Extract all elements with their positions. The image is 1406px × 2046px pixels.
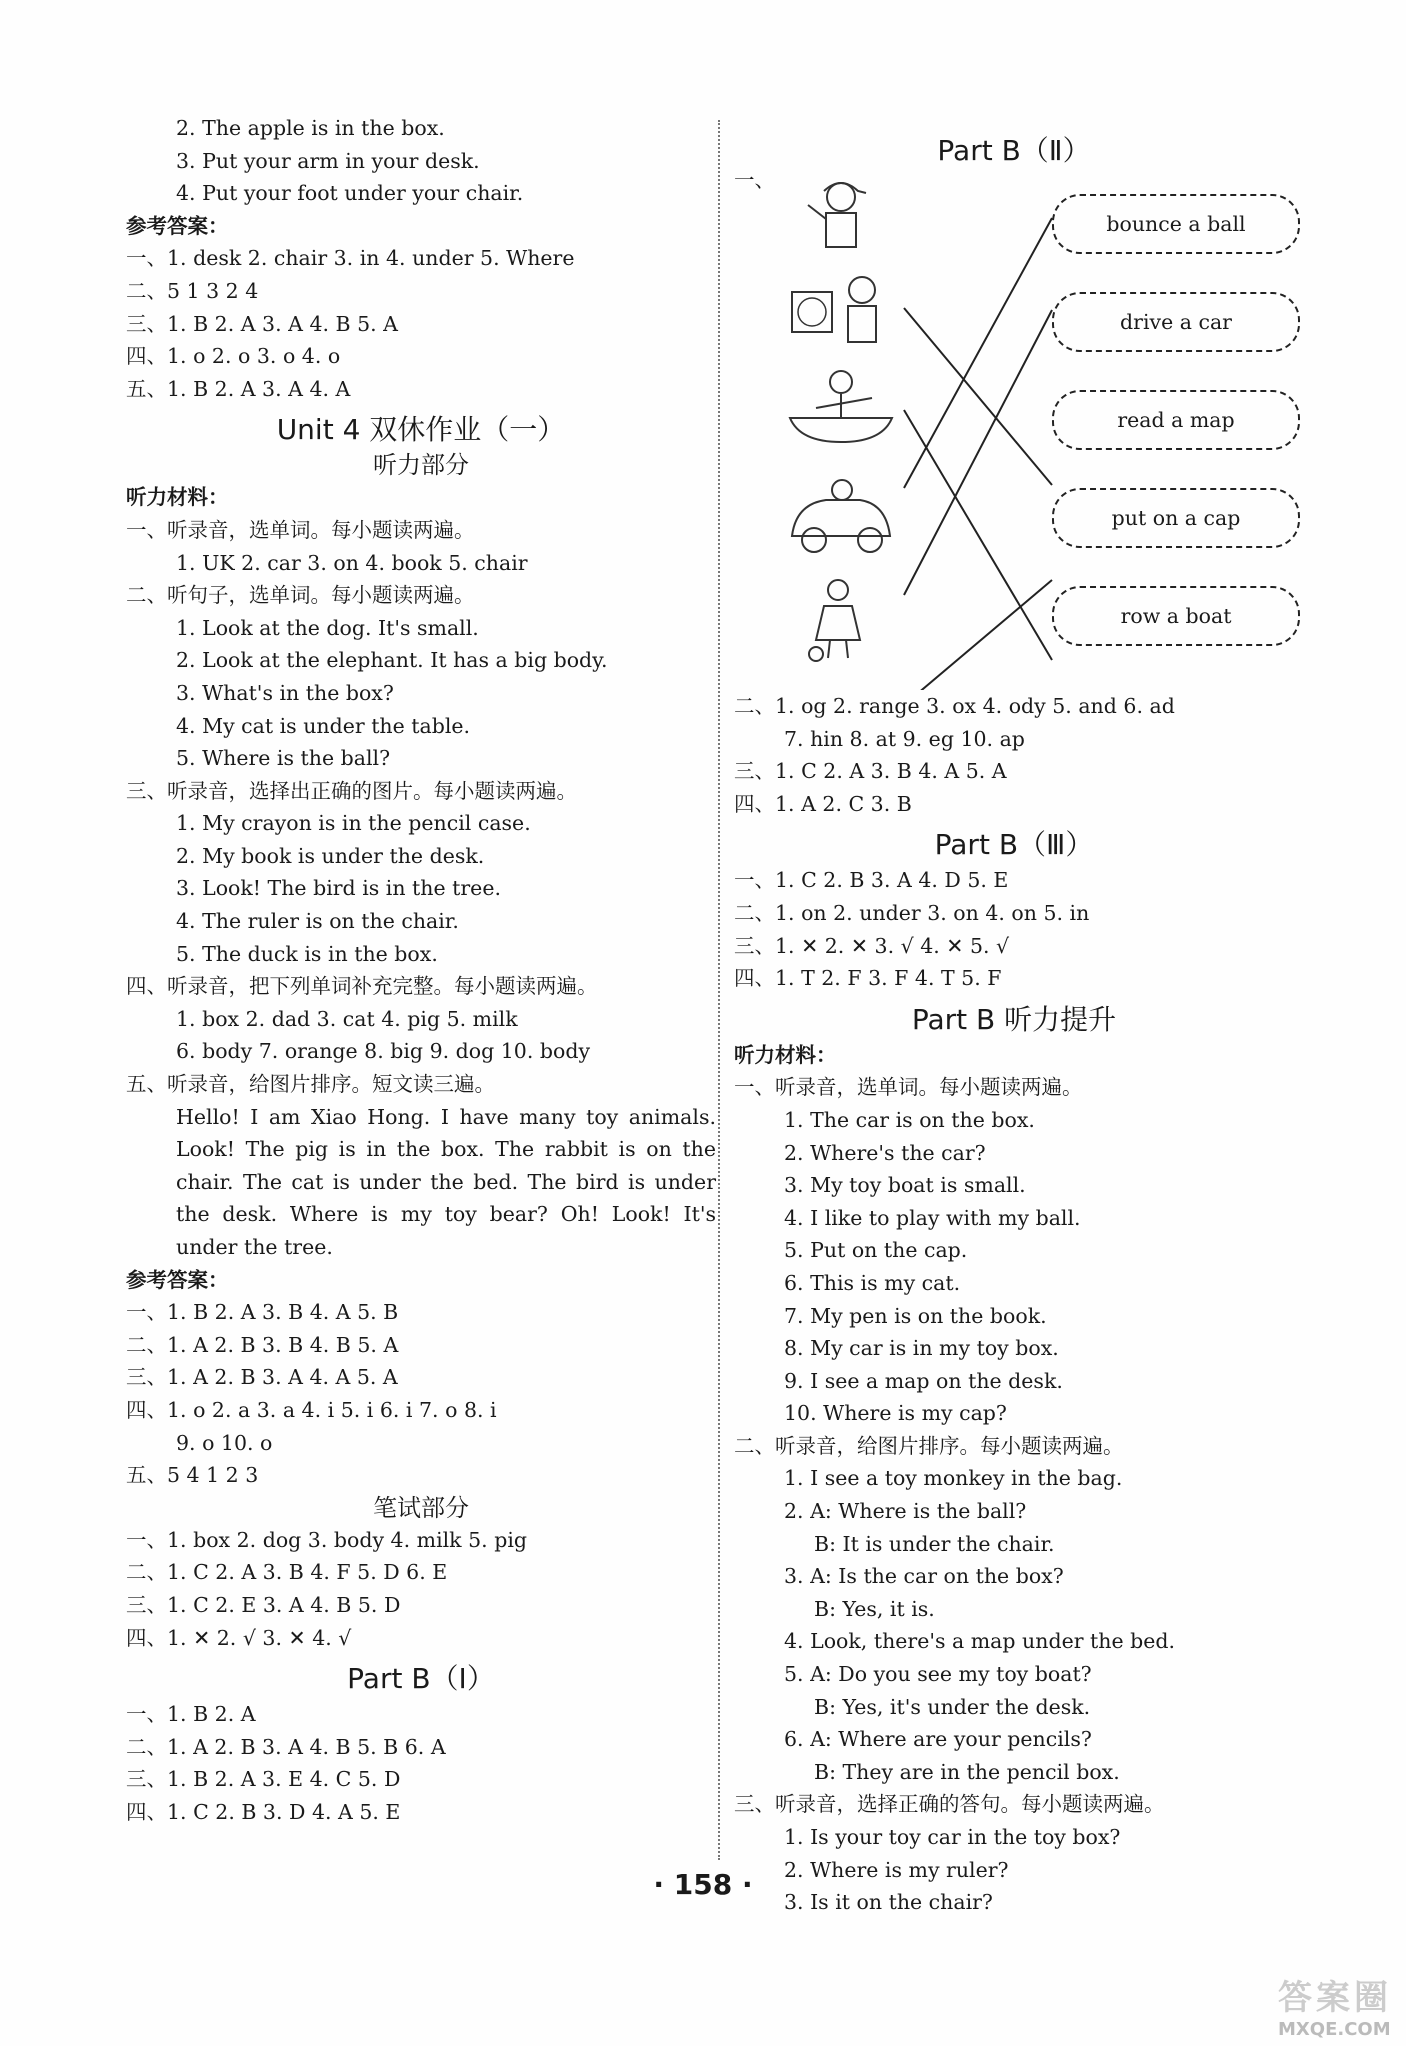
phrase-bounce-a-ball: bounce a ball (1052, 194, 1300, 254)
right-line: 1. Is your toy car in the toy box? (784, 1825, 1121, 1849)
left-line: 四、1. o 2. a 3. a 4. i 5. i 6. i 7. o 8. i (126, 1397, 497, 1422)
right-line: 一、1. C 2. B 3. A 4. D 5. E (734, 868, 1009, 893)
right-line: B: It is under the chair. (814, 1531, 1055, 1556)
picture-girl-boat (786, 368, 896, 452)
picture-girl-ball (786, 578, 896, 662)
left-line: 四、1. ✕ 2. √ 3. ✕ 4. √ (126, 1625, 352, 1650)
left-line: 1. My crayon is in the pencil case. (176, 811, 531, 836)
left-line: 二、听句子，选单词。每小题读两遍。 (126, 583, 475, 608)
watermark (1278, 1970, 1392, 2040)
left-line: 三、1. B 2. A 3. A 4. B 5. A (126, 311, 398, 336)
right-column (734, 112, 1294, 1919)
right-line: 7. hin 8. at 9. eg 10. ap (784, 726, 1025, 751)
section-header: 参考答案： (126, 213, 229, 238)
left-line: 4. My cat is under the table. (176, 713, 471, 738)
right-line: 四、1. T 2. F 3. F 4. T 5. F (734, 966, 1002, 991)
left-line: 五、听录音，给图片排序。短文读三遍。 (126, 1072, 495, 1097)
left-line: 一、1. box 2. dog 3. body 4. milk 5. pig (126, 1527, 528, 1552)
picture-boy-cap (786, 175, 896, 259)
left-line: 三、1. B 2. A 3. E 4. C 5. D (126, 1767, 401, 1792)
right-line: 5. Put on the cap. (784, 1238, 968, 1263)
left-line: 五、5 4 1 2 3 (126, 1463, 259, 1488)
right-line: B: Yes, it is. (814, 1596, 935, 1621)
left-line: 1. Look at the dog. It's small. (176, 615, 479, 640)
phrase-row-a-boat: row a boat (1052, 586, 1300, 646)
right-line: 四、1. A 2. C 3. B (734, 791, 912, 816)
right-line: 4. Look, there's a map under the bed. (784, 1629, 1176, 1654)
right-line: 二、听录音，给图片排序。每小题读两遍。 (734, 1433, 1124, 1458)
right-line: 一、听录音，选单词。每小题读两遍。 (734, 1075, 1083, 1100)
picture-boy-map (786, 270, 896, 354)
left-line: 三、听录音，选择出正确的图片。每小题读两遍。 (126, 778, 577, 803)
right-line: 9. I see a map on the desk. (784, 1368, 1063, 1393)
left-line: 三、1. C 2. E 3. A 4. B 5. D (126, 1592, 401, 1617)
left-line: 2. Look at the elephant. It has a big body. (176, 648, 608, 673)
section-title: Part B 听力提升 (911, 1002, 1117, 1036)
left-column (126, 112, 716, 1829)
left-line: 一、1. B 2. A (126, 1702, 256, 1727)
watermark-url: MXQE.COM (1278, 2019, 1391, 2040)
left-line: 一、1. B 2. A 3. B 4. A 5. B (126, 1300, 399, 1325)
right-line: 三、听录音，选择正确的答句。每小题读两遍。 (734, 1792, 1165, 1817)
page-number: · 158 · (653, 1868, 753, 1901)
section-title: Part B（Ⅰ） (347, 1662, 495, 1696)
section-title: Part B（Ⅲ） (934, 828, 1094, 862)
section-header: 参考答案： (126, 1267, 229, 1292)
right-line: 1. The car is on the box. (784, 1107, 1035, 1132)
left-line: 2. My book is under the desk. (176, 843, 485, 868)
left-line: 3. Put your arm in your desk. (176, 148, 480, 173)
left-line: 6. body 7. orange 8. big 9. dog 10. body (176, 1039, 591, 1064)
right-line: 6. This is my cat. (784, 1270, 961, 1295)
right-line: 10. Where is my cap? (784, 1401, 1007, 1426)
right-line: 3. A: Is the car on the box? (784, 1564, 1064, 1589)
right-line: 三、1. ✕ 2. ✕ 3. √ 4. ✕ 5. √ (734, 933, 1010, 958)
phrase-drive-a-car: drive a car (1052, 292, 1300, 352)
picture-girl-car (786, 476, 896, 560)
matching-exercise (734, 170, 1294, 690)
left-line: 三、1. A 2. B 3. A 4. A 5. A (126, 1365, 398, 1390)
right-line: 5. A: Do you see my toy boat? (784, 1662, 1092, 1687)
right-line: 8. My car is in my toy box. (784, 1336, 1059, 1361)
left-line: 4. Put your foot under your chair. (176, 181, 524, 206)
left-line: 4. The ruler is on the chair. (176, 909, 459, 934)
section-header: 听力材料： (126, 485, 229, 510)
left-line: 3. What's in the box? (176, 680, 394, 705)
left-line: 四、听录音，把下列单词补充完整。每小题读两遍。 (126, 974, 598, 999)
right-line: 4. I like to play with my ball. (784, 1205, 1081, 1230)
left-line: 四、1. o 2. o 3. o 4. o (126, 344, 341, 369)
right-line: 二、1. on 2. under 3. on 4. on 5. in (734, 900, 1090, 925)
right-line: 3. My toy boat is small. (784, 1173, 1026, 1198)
passage-paragraph: Hello! I am Xiao Hong. I have many toy animals. Look! The pig is in the box. The rabbit is on the chair. The cat is under the bed. The bird is under the desk. Where is my toy bear? Oh! Look! It's under the tree. (176, 1104, 716, 1259)
left-line: 2. The apple is in the box. (176, 116, 445, 140)
right-line: 2. Where is my ruler? (784, 1857, 1009, 1882)
left-line: 9. o 10. o (176, 1430, 273, 1455)
section-subtitle: 笔试部分 (373, 1493, 469, 1522)
watermark-logo: 答案圈 (1278, 1978, 1392, 2018)
right-line: 1. I see a toy monkey in the bag. (784, 1466, 1123, 1491)
part-b2-title: Part B（Ⅱ） (937, 134, 1091, 167)
section-header: 听力材料： (734, 1042, 837, 1067)
left-line: 二、1. A 2. B 3. B 4. B 5. A (126, 1332, 399, 1357)
left-line: 一、1. desk 2. chair 3. in 4. under 5. Where (126, 246, 575, 271)
right-line: 二、1. og 2. range 3. ox 4. ody 5. and 6. ad (734, 694, 1175, 718)
right-line: 3. Is it on the chair? (784, 1890, 993, 1915)
right-line: B: Yes, it's under the desk. (814, 1694, 1091, 1719)
right-line: B: They are in the pencil box. (814, 1759, 1120, 1784)
phrase-put-on-a-cap: put on a cap (1052, 488, 1300, 548)
right-line: 6. A: Where are your pencils? (784, 1727, 1092, 1752)
left-line: 四、1. C 2. B 3. D 4. A 5. E (126, 1799, 401, 1824)
match-line-1 (904, 308, 1052, 485)
column-divider (718, 120, 720, 1860)
left-line: 1. box 2. dad 3. cat 4. pig 5. milk (176, 1006, 518, 1031)
match-line-5 (904, 580, 1052, 690)
matching-question-label: 一、 (734, 168, 775, 192)
left-line: 二、5 1 3 2 4 (126, 278, 259, 303)
right-line: 2. A: Where is the ball? (784, 1499, 1027, 1524)
left-line: 二、1. C 2. A 3. B 4. F 5. D 6. E (126, 1560, 448, 1585)
section-subtitle: 听力部分 (373, 451, 469, 480)
left-line: 3. Look! The bird is in the tree. (176, 876, 501, 901)
left-line: 五、1. B 2. A 3. A 4. A (126, 376, 351, 401)
left-line: 一、听录音，选单词。每小题读两遍。 (126, 517, 475, 542)
section-title: Unit 4 双休作业（一） (276, 413, 566, 447)
right-line: 2. Where's the car? (784, 1140, 986, 1165)
right-column-text (734, 690, 1294, 1919)
left-line: 1. UK 2. car 3. on 4. book 5. chair (176, 550, 528, 575)
right-line: 三、1. C 2. A 3. B 4. A 5. A (734, 759, 1007, 784)
right-line: 7. My pen is on the book. (784, 1303, 1047, 1328)
left-line: 二、1. A 2. B 3. A 4. B 5. B 6. A (126, 1734, 446, 1759)
left-line: 5. The duck is in the box. (176, 941, 438, 966)
phrase-read-a-map: read a map (1052, 390, 1300, 450)
left-line: 5. Where is the ball? (176, 746, 391, 771)
